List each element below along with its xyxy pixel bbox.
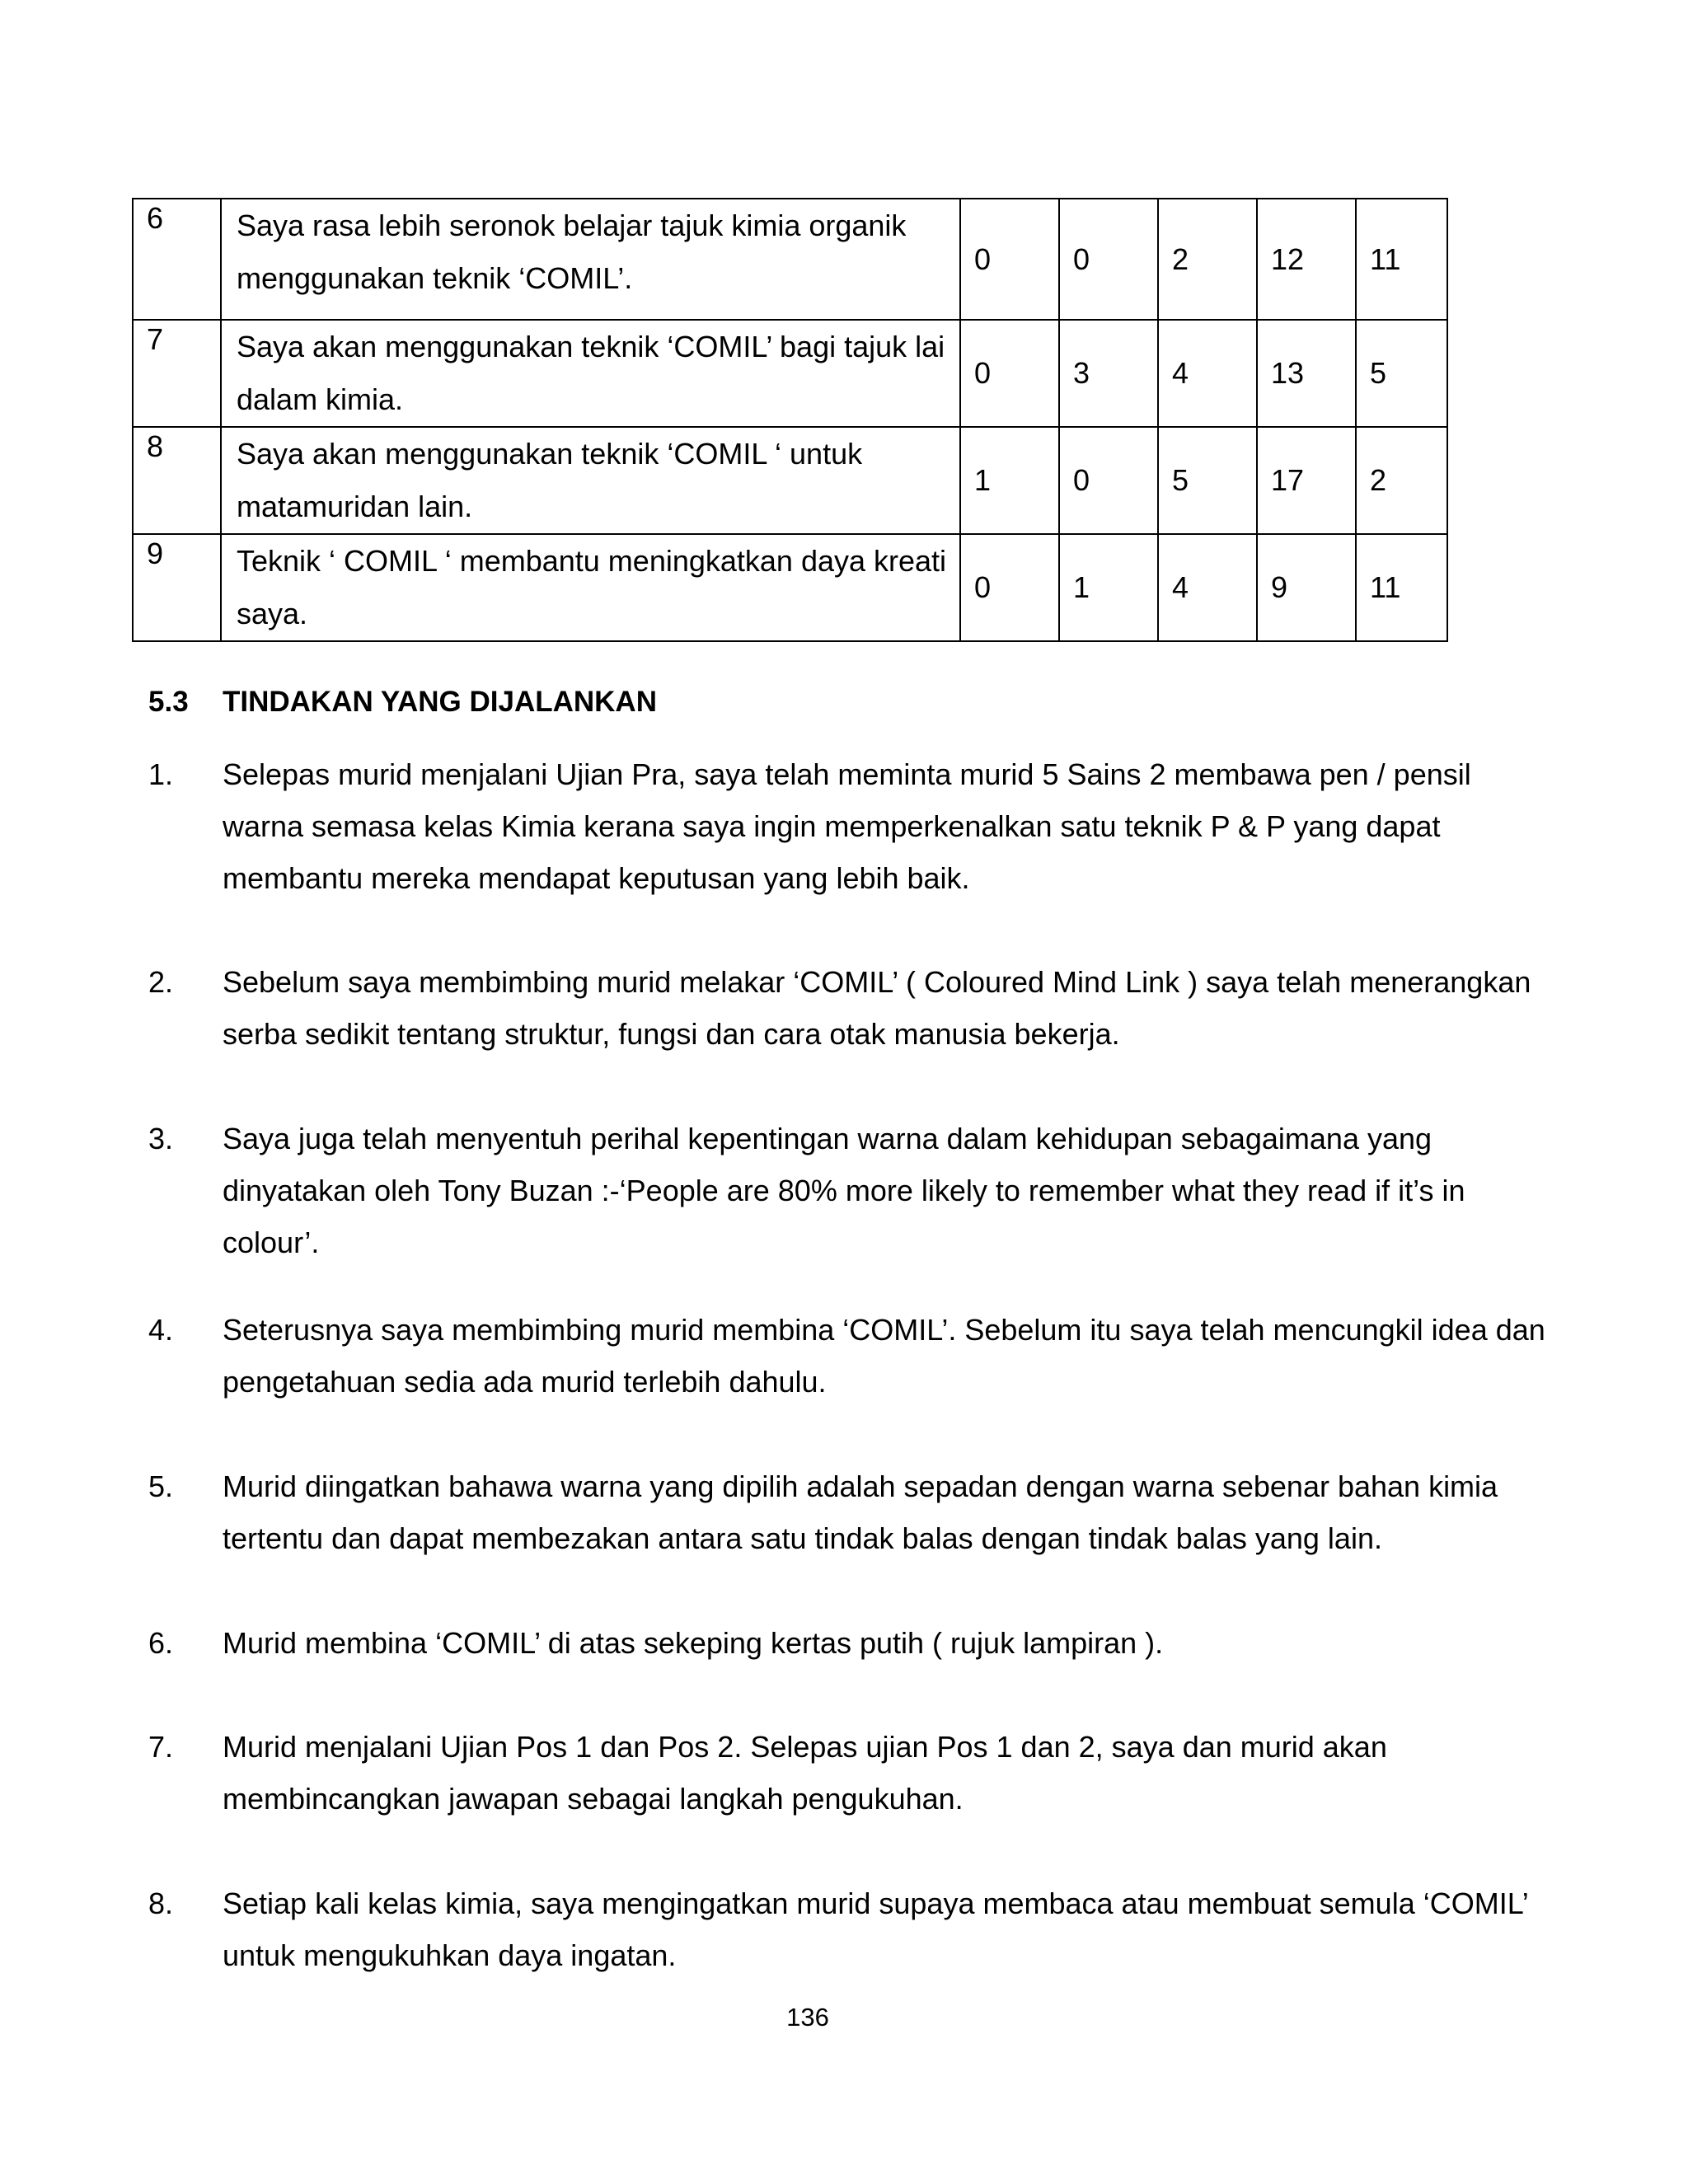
list-item [148, 1877, 1550, 1981]
item-text: Selepas murid menjalani Ujian Pra, saya telah meminta murid 5 Sains 2 membawa pen / pensil warna semasa kelas Kimia kerana saya ingin memperkenalkan satu teknik P & P yang dapat membantu mereka mendapat keputusan yang lebih baik. [223, 757, 1471, 895]
row-number: 6 [133, 199, 221, 320]
value-cell: 4 [1158, 320, 1257, 427]
item-text: Sebelum saya membimbing murid melakar ‘COMIL’ ( Coloured Mind Link ) saya telah menerangkan serba sedikit tentang struktur, fungsi dan cara otak manusia bekerja. [223, 965, 1531, 1051]
item-number: 2. [148, 965, 174, 999]
statement-line: saya. [237, 597, 308, 630]
row-number: 8 [133, 427, 221, 534]
statement-line: matamuridan lain. [237, 490, 473, 523]
value-cell: 2 [1158, 199, 1257, 320]
row-statement [221, 199, 960, 320]
value-cell: 0 [960, 320, 1059, 427]
item-number: 5. [148, 1469, 174, 1503]
survey-results-table [132, 198, 1448, 642]
value-cell: 1 [960, 427, 1059, 534]
value-cell: 0 [960, 534, 1059, 641]
list-item [148, 1617, 1550, 1669]
row-statement [221, 320, 960, 427]
section-number: 5.3 [148, 686, 189, 718]
value-cell: 9 [1257, 534, 1356, 641]
table-row [133, 320, 1447, 427]
statement-line: Saya akan menggunakan teknik ‘COMIL ‘ untuk [237, 437, 863, 471]
item-number: 8. [148, 1886, 174, 1920]
value-cell: 3 [1059, 320, 1158, 427]
item-text: Murid membina ‘COMIL’ di atas sekeping kertas putih ( rujuk lampiran ). [223, 1626, 1164, 1660]
page-number: 136 [786, 2003, 829, 2032]
item-text: Setiap kali kelas kimia, saya mengingatkan murid supaya membaca atau membuat semula ‘COMIL’ untuk mengukuhkan daya ingatan. [223, 1886, 1528, 1972]
item-number: 1. [148, 757, 174, 791]
value-cell: 11 [1356, 199, 1447, 320]
table-row [133, 534, 1447, 641]
row-statement [221, 427, 960, 534]
row-statement [221, 534, 960, 641]
statement-line: Saya rasa lebih seronok belajar tajuk kimia organik [237, 209, 907, 242]
value-cell: 12 [1257, 199, 1356, 320]
value-cell: 1 [1059, 534, 1158, 641]
list-item [148, 748, 1550, 904]
statement-line: dalam kimia. [237, 382, 404, 416]
list-item [148, 1304, 1550, 1408]
value-cell: 13 [1257, 320, 1356, 427]
value-cell: 0 [1059, 427, 1158, 534]
list-item [148, 1113, 1550, 1268]
table-row [133, 199, 1447, 320]
statement-line: menggunakan teknik ‘COMIL’. [237, 261, 633, 295]
section-title: TINDAKAN YANG DIJALANKAN [223, 686, 657, 718]
list-item [148, 1460, 1550, 1564]
item-number: 4. [148, 1313, 174, 1347]
value-cell: 5 [1158, 427, 1257, 534]
statement-line: Teknik ‘ COMIL ‘ membantu meningkatkan daya kreati [237, 544, 947, 578]
item-number: 7. [148, 1730, 174, 1764]
statement-line: Saya akan menggunakan teknik ‘COMIL’ bagi tajuk lai [237, 330, 945, 363]
row-number: 7 [133, 320, 221, 427]
item-text: Murid diingatkan bahawa warna yang dipilih adalah sepadan dengan warna sebenar bahan kimia tertentu dan dapat membezakan antara satu tindak balas dengan tindak balas yang lain. [223, 1469, 1498, 1555]
list-item [148, 1721, 1550, 1825]
list-item [148, 956, 1550, 1060]
value-cell: 17 [1257, 427, 1356, 534]
item-number: 3. [148, 1122, 174, 1155]
item-text: Seterusnya saya membimbing murid membina ‘COMIL’. Sebelum itu saya telah mencungkil idea dan pengetahuan sedia ada murid terlebih dahulu. [223, 1313, 1545, 1399]
item-text: Saya juga telah menyentuh perihal kepentingan warna dalam kehidupan sebagaimana yang dinyatakan oleh Tony Buzan :-‘People are 80% more likely to remember what they read if it’s in colour’. [223, 1122, 1465, 1259]
row-number: 9 [133, 534, 221, 641]
table-row [133, 427, 1447, 534]
value-cell: 2 [1356, 427, 1447, 534]
value-cell: 11 [1356, 534, 1447, 641]
value-cell: 5 [1356, 320, 1447, 427]
value-cell: 0 [1059, 199, 1158, 320]
item-text: Murid menjalani Ujian Pos 1 dan Pos 2. Selepas ujian Pos 1 dan 2, saya dan murid akan membincangkan jawapan sebagai langkah pengukuhan. [223, 1730, 1387, 1816]
value-cell: 0 [960, 199, 1059, 320]
value-cell: 4 [1158, 534, 1257, 641]
item-number: 6. [148, 1626, 174, 1660]
section-heading [148, 682, 657, 722]
